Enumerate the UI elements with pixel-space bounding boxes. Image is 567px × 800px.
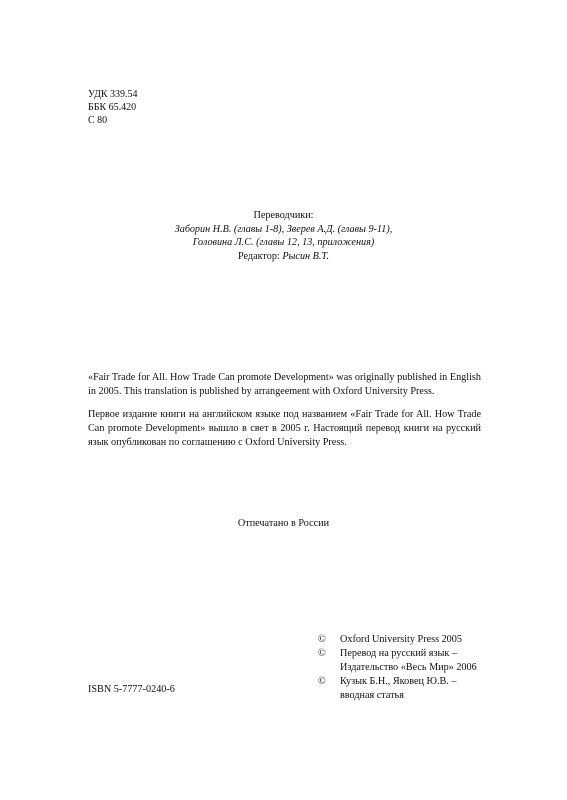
copyright-line-2: вводная статья — [340, 690, 404, 701]
translators-block — [120, 209, 447, 263]
copyright-line-2: Издательство «Весь Мир» 2006 — [340, 662, 477, 673]
classification-codes — [88, 88, 138, 127]
bbk-code: ББК 65.420 — [88, 102, 137, 113]
copyright-line-1: Oxford University Press 2005 — [340, 634, 462, 645]
copyright-item — [318, 675, 477, 703]
copyright-line-1: Перевод на русский язык – — [340, 648, 457, 659]
isbn-number: ISBN 5-7777-0240-6 — [88, 684, 175, 695]
translators-heading: Переводчики: — [253, 210, 314, 221]
editor-label: Редактор: — [237, 250, 280, 262]
copyright-text — [340, 675, 456, 703]
printed-in-note: Отпечатано в России — [237, 518, 330, 529]
editor-name: Рысин В.Т. — [282, 250, 329, 262]
russian-publication-note: Первое издание книги на английском языке под названием «Fair Trade for All. How Trade Can promote Development» вышло в свет в 2005 г. Настоящий перевод книги на русский язык опубликован по соглашению с Oxford University Press. — [88, 409, 481, 448]
udk-code: УДК 339.54 — [88, 89, 138, 100]
copyright-symbol: © — [318, 634, 326, 645]
translators-line-2: Головина Л.С. (главы 12, 13, приложения) — [192, 237, 375, 248]
english-publication-note: «Fair Trade for All. How Trade Can promote Development» was originally published in English in 2005. This translation is published by arrangeement with Oxford University Press. — [88, 372, 481, 397]
copyright-line-1: Кузык Б.Н., Яковец Ю.В. – — [340, 676, 457, 687]
copyright-block — [318, 633, 477, 703]
copyright-symbol: © — [318, 648, 326, 659]
translators-line-1: Заборин Н.В. (главы 1-8), Зверев А.Д. (главы 9-11), — [174, 223, 393, 235]
copyright-item — [318, 647, 477, 675]
copyright-item — [318, 633, 477, 647]
editor-line — [120, 250, 447, 264]
copyright-symbol: © — [318, 676, 326, 687]
copyright-text — [340, 647, 477, 675]
copyright-text — [340, 633, 462, 647]
author-code: С 80 — [88, 115, 108, 126]
